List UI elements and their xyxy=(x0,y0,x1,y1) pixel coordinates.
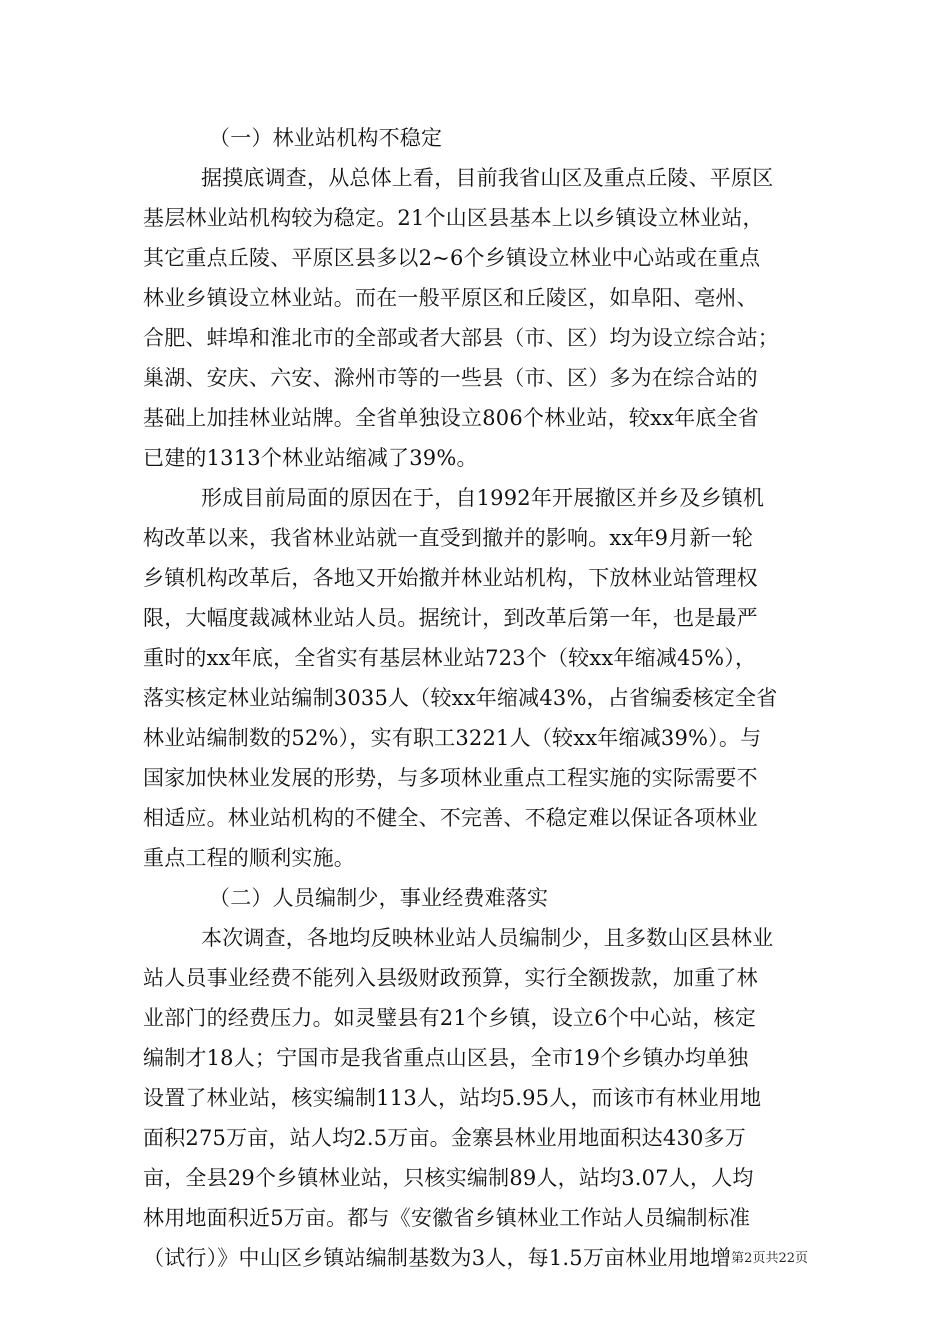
body-text xyxy=(143,118,808,1278)
paragraph-line: 业部门的经费压力。如灵璧县有21个乡镇，设立6个中心站，核定 xyxy=(143,1006,757,1030)
paragraph-line: 设置了林业站，核实编制113人，站均5.95人，而该市有林业用地 xyxy=(143,1086,762,1110)
section-heading: （一）林业站机构不稳定 xyxy=(209,126,443,150)
paragraph-line: 基层林业站机构较为稳定。21个山区县基本上以乡镇设立林业站， xyxy=(143,206,764,230)
paragraph-line: 重时的xx年底，全省实有基层林业站723个（较xx年缩减45%）， xyxy=(143,646,757,670)
paragraph-line: 相适应。林业站机构的不健全、不完善、不稳定难以保证各项林业 xyxy=(143,806,758,830)
paragraph-line: 巢湖、安庆、六安、滁州市等的一些县（市、区）多为在综合站的 xyxy=(143,366,758,390)
paragraph-line: 已建的1313个林业站缩减了39%。 xyxy=(143,446,478,470)
paragraph-line: 林业乡镇设立林业站。而在一般平原区和丘陵区，如阜阳、亳州、 xyxy=(143,286,758,310)
paragraph-line: 编制才18人；宁国市是我省重点山区县，全市19个乡镇办均单独 xyxy=(143,1046,749,1070)
paragraph-line: 林业站编制数的52%），实有职工3221人（较xx年缩减39%）。与 xyxy=(143,726,762,750)
paragraph-line: 合肥、蚌埠和淮北市的全部或者大部县（市、区）均为设立综合站； xyxy=(143,326,779,350)
paragraph-line: 其它重点丘陵、平原区县多以2~6个乡镇设立林业中心站或在重点 xyxy=(143,246,761,270)
paragraph-line: 构改革以来，我省林业站就一直受到撤并的影响。xx年9月新一轮 xyxy=(143,526,754,550)
paragraph-line: 本次调查，各地均反映林业站人员编制少，且多数山区县林业 xyxy=(201,926,774,950)
paragraph-line: 形成目前局面的原因在于，自1992年开展撤区并乡及乡镇机 xyxy=(201,486,765,510)
paragraph-line: 国家加快林业发展的形势，与多项林业重点工程实施的实际需要不 xyxy=(143,766,758,790)
paragraph-line: 面积275万亩，站人均2.5万亩。金寨县林业用地面积达430多万 xyxy=(143,1126,746,1150)
paragraph-line: 林用地面积近5万亩。都与《安徽省乡镇林业工作站人员编制标准 xyxy=(143,1206,751,1230)
paragraph-line: 亩，全县29个乡镇林业站，只核实编制89人，站均3.07人，人均 xyxy=(143,1166,754,1190)
paragraph-line: 限，大幅度裁减林业站人员。据统计，到改革后第一年，也是最严 xyxy=(143,606,758,630)
page-number: 第2页共22页 xyxy=(731,1251,808,1266)
paragraph-line: 据摸底调查，从总体上看，目前我省山区及重点丘陵、平原区 xyxy=(201,166,774,190)
paragraph-line: 基础上加挂林业站牌。全省单独设立806个林业站，较xx年底全省 xyxy=(143,406,759,430)
paragraph-line: 乡镇机构改革后，各地又开始撤并林业站机构，下放林业站管理权 xyxy=(143,566,758,590)
paragraph-line: 落实核定林业站编制3035人（较xx年缩减43%，占省编委核定全省 xyxy=(143,686,778,710)
section-heading: （二）人员编制少，事业经费难落实 xyxy=(209,886,549,910)
paragraph-line: 重点工程的顺利实施。 xyxy=(143,846,355,870)
paragraph-line: 站人员事业经费不能列入县级财政预算，实行全额拨款，加重了林 xyxy=(143,966,758,990)
paragraph-line: （试行）》中山区乡镇站编制基数为3人，每1.5万亩林业用地增 xyxy=(143,1246,732,1270)
